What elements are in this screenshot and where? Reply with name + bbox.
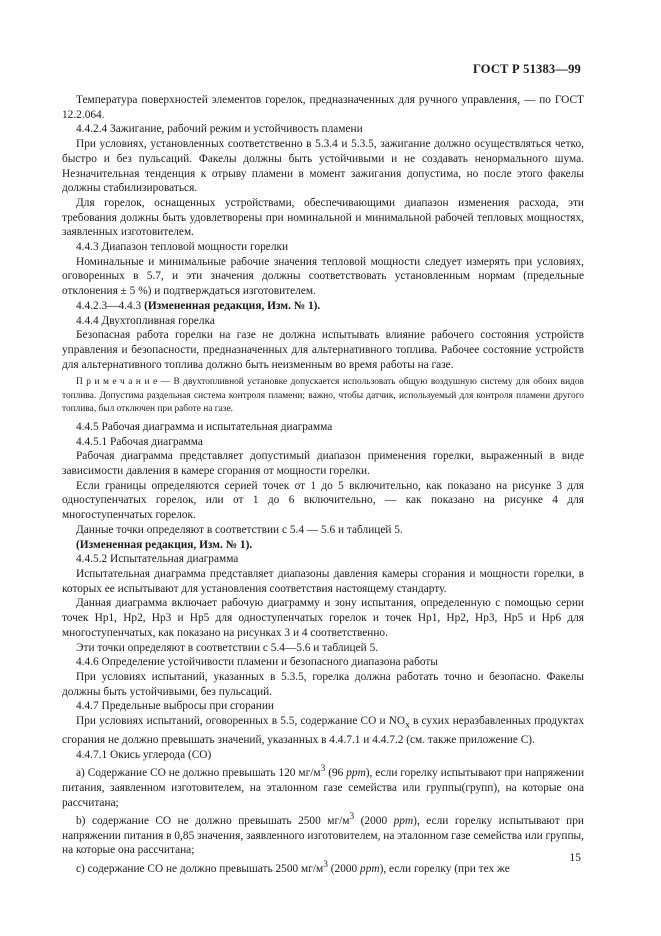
paragraph: Для горелок, оснащенных устройствами, обеспечивающими диапазон изменения расхода, эти требования должны быть удовлетворены при номинальной и минимальной рабочей тепловых мощностях, заявленных изготовителем.: [62, 196, 584, 239]
section-heading: 4.4.2.4 Зажигание, рабочий режим и устойчивость пламени: [76, 123, 363, 136]
paragraph: Рабочая диаграмма представляет допустимый диапазон применения горелки, выраженный в виде зависимости давления в камере сгорания от мощности горелки.: [62, 450, 584, 478]
list-item: с) содержание СО не должно превышать 2500 $мг/м^3$ (2000 ppm), если горелку (при тех же: [76, 860, 510, 875]
section-heading: 4.4.6 Определение устойчивости пламени и безопасного диапазона работы: [76, 656, 438, 669]
paragraph: При условиях испытаний, указанных в 5.3.5, горелка должна работать точно и безопасно. Факелы должны быть устойчивыми, без пульсаций.: [62, 670, 584, 698]
amendment-note: (Измененная редакция, Изм. № 1).: [144, 299, 321, 312]
paragraph: Данная диаграмма включает рабочую диаграмму и зону испытания, определенную с помощью серии точек Hp1, Hp2, Hp3 и Hp5 для одноступенчатых горелок и точек Hp1, Hp2, Hp3, Hp5 и Hp6 для многоступенчатых, как показано на рисунках 3 и 4 соответственно.: [62, 597, 584, 639]
paragraph: Испытательная диаграмма представляет диапазоны давления камеры сгорания и мощности горелки, в которых ее испытывают для установления соответствия настоящему стандарту.: [62, 568, 584, 595]
paragraph: При условиях, установленных соответственно в 5.3.4 и 5.3.5, зажигание должно осуществляться четко, быстро и без пульсаций. Факелы должны быть устойчивыми и не создавать ненормального шума. Незначительная тенденция к отрыву пламени в момент зажигания допустима, но после этого факелы должны стабилизироваться.: [62, 138, 584, 195]
paragraph: Номинальные и минимальные рабочие значения тепловой мощности следует измерять при условиях, оговоренных в 5.7, и эти значения должны соответствовать установленным нормам (предельные отклонения ± 5 %) и подтверждаться изготовителем.: [62, 255, 584, 298]
page-number: 15: [569, 852, 581, 864]
list-item: а) Содержание СО не должно превышать 120 $мг/м^3$ (96 ppm), если горелку испытывают при напряжении питания, заявленном изготовителем, на эталонном газе семейства или группы(групп), на которые она рассчитана;: [62, 764, 585, 809]
section-heading: 4.4.5 Рабочая диаграмма и испытательная диаграмма: [76, 420, 333, 433]
section-heading: 4.4.7.1 Окись углерода (СО): [76, 748, 212, 761]
note: П р и м е ч а н и е — В двухтопливной установке допускается использовать общую воздушную систему для обоих видов топлива. Допустима раздельная система контроля пламени; важно, чтобы датчик, используемый для контроля пламени другого топлива, был отключен при работе на газе.: [62, 377, 584, 414]
paragraph: Температура поверхностей элементов горелок, предназначенных для ручного управления, — по ГОСТ 12.2.064.: [62, 94, 584, 121]
section-heading: 4.4.5.2 Испытательная диаграмма: [76, 553, 239, 566]
list-item: b) содержание СО не должно превышать 2500 $мг/м^3$ (2000 ppm), если горелку испытывают при напряжении питания в 0,85 значения, заявленного изготовителем, на эталонном газе семейства или группы, на которые она рассчитана;: [62, 812, 584, 857]
section-heading: 4.4.7 Предельные выбросы при сгорании: [76, 700, 274, 713]
section-heading: 4.4.3 Диапазон тепловой мощности горелки: [76, 241, 289, 254]
section-heading: 4.4.4 Двухтопливная горелка: [76, 314, 215, 327]
amendment-range: 4.4.2.3—4.4.3: [76, 299, 145, 312]
amendment-note: (Измененная редакция, Изм. № 1).: [76, 538, 253, 551]
document-body: [62, 93, 584, 877]
paragraph: Безопасная работа горелки на газе не должна испытывать влияние рабочего состояния устройств управления и безопасности, предназначенных для альтернативного топлива. Рабочее состояние устройств для альтернативного топлива должно быть неизменным во время работы на газе.: [62, 329, 584, 371]
paragraph: При условиях испытаний, оговоренных в 5.5, содержание СО и $NO_x$ в сухих неразбавленных продуктах сгорания не должно превышать значений, указанных в 4.4.7.1 и 4.4.7.2 (см. также приложение С).: [62, 715, 584, 746]
section-heading: 4.4.5.1 Рабочая диаграмма: [76, 435, 203, 448]
paragraph: Если границы определяются серией точек от 1 до 5 включительно, как показано на рисунке 3 для одноступенчатых горелок, или от 1 до 6 включительно, — как показано на рисунке 4 для многоступенчатых горелок.: [62, 479, 584, 522]
paragraph: Данные точки определяют в соответствии с 5.4 — 5.6 и таблицей 5.: [76, 523, 403, 536]
document-header: ГОСТ Р 51383—99: [472, 62, 581, 76]
paragraph: Эти точки определяют в соответствии с 5.4—5.6 и таблицей 5.: [76, 641, 379, 654]
amendment-line: [62, 299, 584, 314]
